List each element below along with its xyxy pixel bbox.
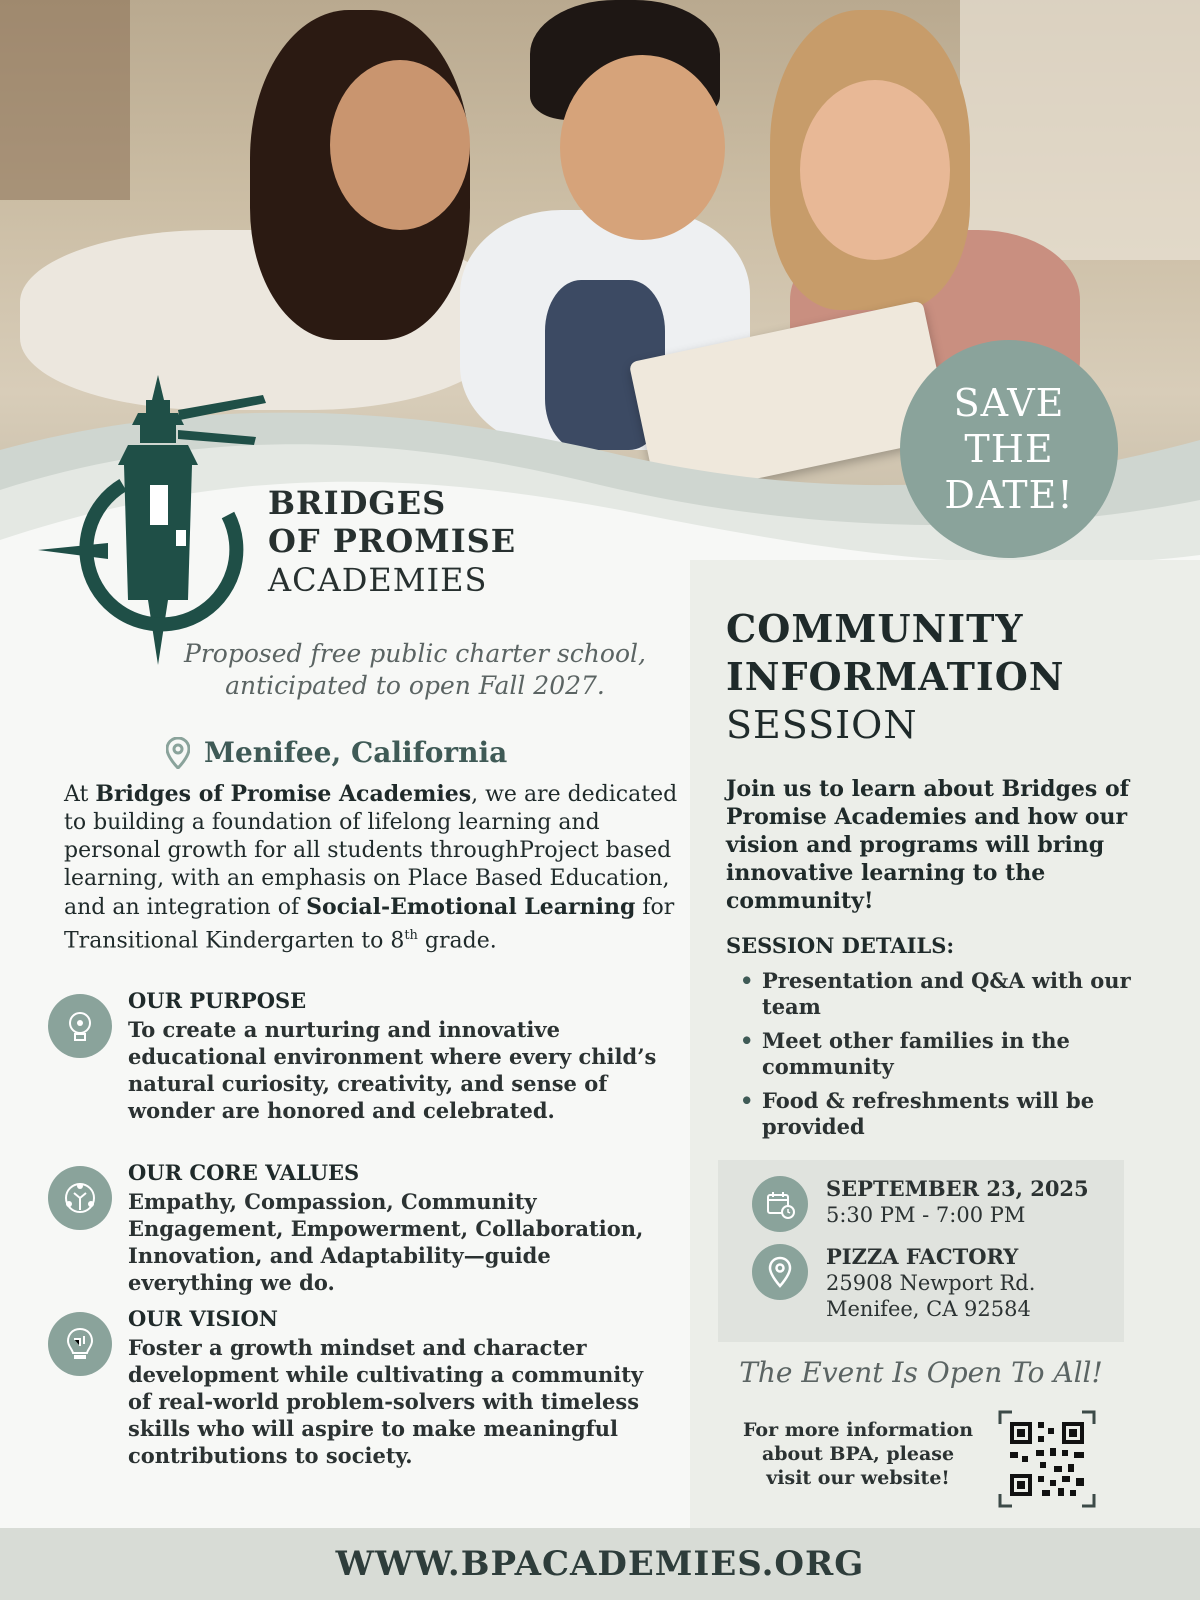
calendar-clock-icon [752, 1176, 808, 1232]
location: Menifee, California [166, 736, 507, 769]
event-venue-row [752, 1244, 1035, 1322]
brand-name: BRIDGES OF PROMISE ACADEMIES [268, 484, 517, 599]
event-venue: PIZZA FACTORY [826, 1244, 1019, 1269]
footer-website[interactable]: WWW.BPACADEMIES.ORG [0, 1528, 1200, 1600]
map-pin-icon [166, 737, 190, 769]
lighthouse-compass-logo [28, 365, 288, 685]
event-date: SEPTEMBER 23, 2025 [826, 1176, 1089, 1201]
event-address-line1: 25908 Newport Rd. [826, 1271, 1036, 1295]
session-title: COMMUNITY INFORMATION SESSION [726, 606, 1065, 747]
community-network-icon [48, 1166, 112, 1230]
more-info-text: For more information about BPA, please visit our website! [742, 1419, 974, 1489]
session-description: Join us to learn about Bridges of Promise Academies and how our vision and programs will bring innovative learning to the community! [726, 776, 1130, 914]
event-info-box [718, 1160, 1124, 1342]
session-details-title: SESSION DETAILS: [726, 933, 955, 958]
save-the-date-badge: SAVE THE DATE! [900, 340, 1118, 558]
event-date-row [752, 1176, 1089, 1232]
event-time: 5:30 PM - 7:00 PM [826, 1203, 1026, 1227]
intro-paragraph: At Bridges of Promise Academies, we are dedicated to building a foundation of lifelong learning and personal growth for all students throughProject based learning, with an emphasis on Place Based Education, and an integration of Social-Emotional Learning for Transitional Kindergarten to 8th grade. [64, 781, 678, 954]
open-to-all-text: The Event Is Open To All! [739, 1356, 1103, 1389]
list-item: • Food & refreshments will be provided [736, 1088, 1136, 1140]
lightbulb-gear-icon [48, 994, 112, 1058]
qr-code[interactable] [998, 1410, 1096, 1508]
map-pin-icon [752, 1244, 808, 1300]
session-details-list [736, 968, 1136, 1148]
list-item: • Meet other families in the community [736, 1028, 1136, 1080]
lightbulb-brain-icon [48, 1312, 112, 1376]
event-address-line2: Menifee, CA 92584 [826, 1297, 1031, 1321]
tagline: Proposed free public charter school, anticipated to open Fall 2027. [184, 639, 646, 700]
list-item: • Presentation and Q&A with our team [736, 968, 1136, 1020]
